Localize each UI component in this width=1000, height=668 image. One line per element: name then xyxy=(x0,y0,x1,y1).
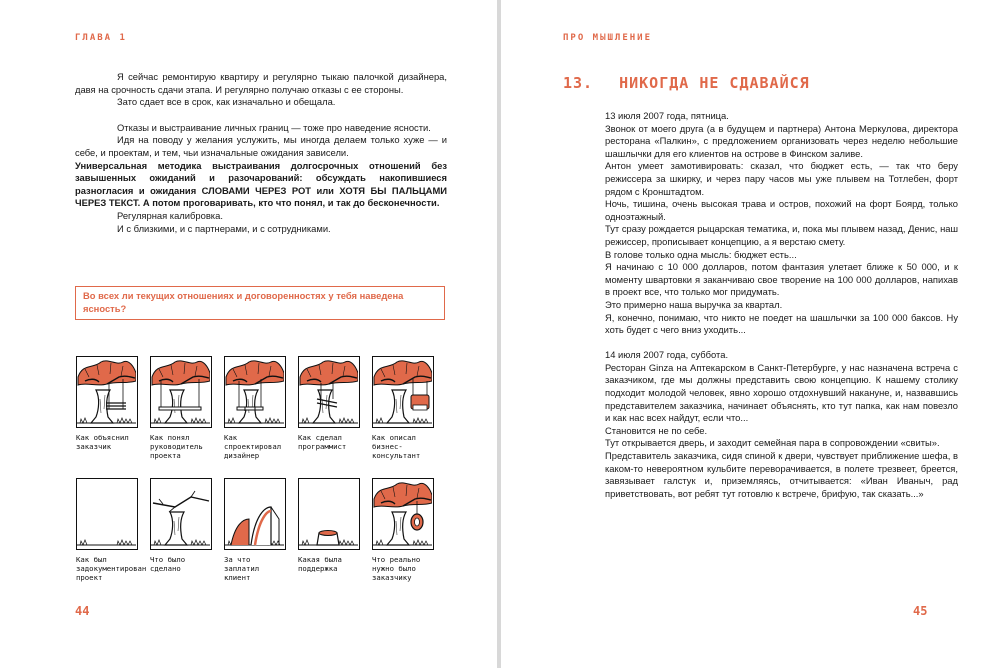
running-head-right: ПРО МЫШЛЕНИЕ xyxy=(563,33,653,43)
paragraph: 13 июля 2007 года, пятница. xyxy=(605,110,729,121)
right-page xyxy=(501,0,1000,668)
paragraph: Звонок от моего друга (а в будущем и партнера) Антона Меркулова, директора ресторана «Палкин», с предложением организовать через неделю небольшие шашлычки для его клиентов на острове в Финском заливе. xyxy=(605,122,958,159)
comic-caption: Что реально нужно было заказчику xyxy=(372,555,421,582)
page-number-left: 44 xyxy=(75,604,90,618)
paragraph: Отказы и выстраивание личных границ — тоже про наведение ясности. xyxy=(117,121,431,133)
comic-panel-support xyxy=(298,478,360,573)
comic-caption: Какая была поддержка xyxy=(298,555,342,573)
comic-caption: Как объяснил заказчик xyxy=(76,433,129,451)
comic-panel-what-was-done xyxy=(150,478,212,573)
paragraph: Идя на поводу у желания услужить, мы иногда делаем только хуже — и себе, и проектам, и тем, чьи изначальные ожидания зависели. xyxy=(75,134,447,158)
comic-panel-designer xyxy=(224,356,286,460)
bold-paragraph: Универсальная методика выстраивания долгосрочных отношений без завышенных ожиданий и разочарований: обсуждать накопившиеся разногласия и ожидания СЛОВАМИ ЧЕРЕЗ РОТ или ХОТЯ БЫ ПАЛЬЦАМИ ЧЕРЕЗ ТЕКСТ. А потом проговаривать, кто что понял, и так до бесконечности. xyxy=(75,159,447,209)
paragraph: Представитель заказчика, сидя спиной к двери, чувствует приближение шефа, в каком-то невероятном кульбите переворачивается, в полете трезвеет, бреется, завязывает галстук и, приземляясь, отчитывается: «Иван Иваныч, рад приветствовать, вот ребят тут готовлю к встрече, брифую, так сказать...» xyxy=(605,450,958,499)
comic-caption: Что было сделано xyxy=(150,555,186,573)
paragraph: В голове только одна мысль: бюджет есть... xyxy=(605,248,797,260)
paragraph: 14 июля 2007 года, суббота. xyxy=(605,349,729,361)
comic-panel-programmer xyxy=(298,356,360,451)
paragraph: Тут сразу рождается рыцарская тематика, и, пока мы плывем назад, Денис, наш режиссер, прописывает концепцию, а я верстаю смету. xyxy=(605,223,958,247)
comic-panel-customer-explained xyxy=(76,356,138,451)
comic-panel-documented xyxy=(76,478,147,582)
comic-caption: Как был задокументирован проект xyxy=(76,555,147,582)
comic-caption: За что заплатил клиент xyxy=(224,555,260,582)
paragraph: Я сейчас ремонтирую квартиру и регулярно тыкаю палочкой дизайнера, давя на срочность сдачи этапа. И регулярно получаю отказы с ее стороны. xyxy=(75,71,447,95)
paragraph: Антон умеет замотивировать: сказал, что бюджет есть, — так что беру режиссера за шкирку, и через пару часов мы уже плывем на Тотлебен, форт рядом с Кронштадтом. xyxy=(605,160,958,197)
chapter-heading xyxy=(563,74,810,92)
left-page xyxy=(0,0,497,668)
comic-caption: Как описал бизнес-консультант xyxy=(372,433,421,460)
comic-panel-project-manager xyxy=(150,356,212,460)
comic-panel-client-paid xyxy=(224,478,286,582)
chapter-title: НИКОГДА НЕ СДАВАЙСЯ xyxy=(619,74,810,92)
question-box: Во всех ли текущих отношениях и договоренностях у тебя наведена ясность? xyxy=(75,286,445,320)
paragraph: Я начинаю с 10 000 долларов, потом фантазия улетает ближе к 50 000, и к моменту швартовки я заканчиваю свое творение на 100 000 долларов, напихав в проект все, что только мог придумать. xyxy=(605,261,958,298)
tree-swing-comic xyxy=(76,356,446,586)
chapter-number: 13. xyxy=(563,74,594,92)
running-head-left: ГЛАВА 1 xyxy=(75,33,127,43)
paragraph: И с близкими, и с партнерами, и с сотрудниками. xyxy=(117,222,331,234)
paragraph: Ресторан Ginza на Аптекарском в Санкт-Петербурге, у нас назначена встреча с заказчиком, где мы должны представить свою концепцию. К нашему столику подходит молодой человек, явно хорошо отдохнувший накануне, и, назвавшись представителем заказчика, начинает объяснять, кто тут папка, как нам повезло и как нас всех найдут, если что... xyxy=(605,361,958,424)
left-body-text xyxy=(75,71,447,235)
comic-caption: Как понял руководитель проекта xyxy=(150,433,203,460)
paragraph: Тут открывается дверь, и заходит семейная пара в сопровождении «свиты». xyxy=(605,437,940,449)
comic-caption: Как спроектировал дизайнер xyxy=(224,433,282,460)
right-body-text xyxy=(605,110,958,500)
paragraph: Регулярная калибровка. xyxy=(117,209,223,221)
paragraph: Ночь, тишина, очень высокая трава и остров, похожий на форт Боярд, только одноэтажный. xyxy=(605,198,958,222)
paragraph: Это примерно наша выручка за квартал. xyxy=(605,298,783,310)
paragraph: Зато сдает все в срок, как изначально и обещала. xyxy=(117,96,336,108)
paragraph: Я, конечно, понимаю, что никто не поедет на шашлычки за 100 000 баксов. Ну хоть будет с чего вниз уходить... xyxy=(605,311,958,336)
comic-caption: Как сделал программист xyxy=(298,433,347,451)
comic-panel-really-needed xyxy=(372,478,434,582)
page-number-right: 45 xyxy=(913,604,928,618)
comic-panel-consultant xyxy=(372,356,434,460)
paragraph: Становится не по себе. xyxy=(605,424,708,436)
